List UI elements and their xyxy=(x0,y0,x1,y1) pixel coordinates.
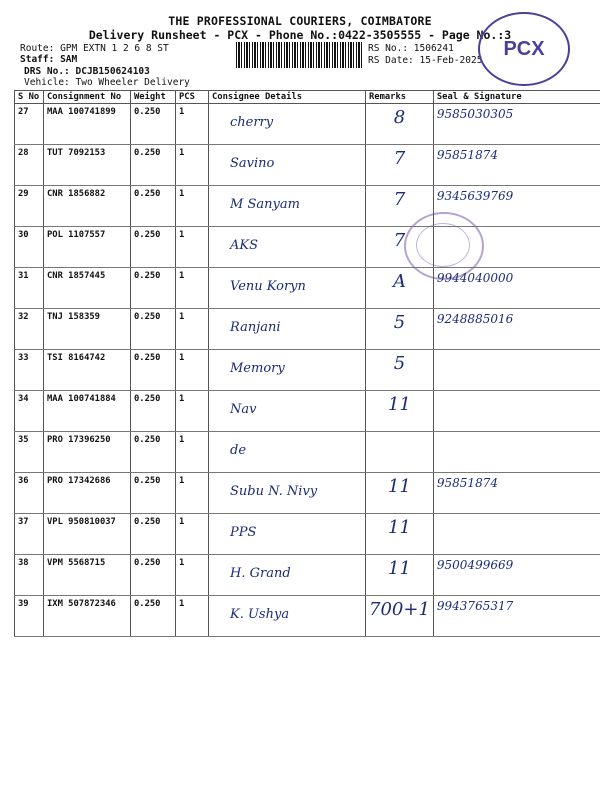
cell-consignee: cherry xyxy=(209,104,366,145)
cell-weight: 0.250 xyxy=(131,596,176,637)
pcx-stamp: PCX xyxy=(478,12,570,86)
cell-consignee: Subu N. Nivy xyxy=(209,473,366,514)
cell-consignment: CNR 1856882 xyxy=(44,186,131,227)
cell-remark: 5 xyxy=(366,309,434,350)
cell-weight: 0.250 xyxy=(131,473,176,514)
cell-remark: A xyxy=(366,268,434,309)
cell-sno: 36 xyxy=(15,473,44,514)
cell-sno: 29 xyxy=(15,186,44,227)
cell-signature: 9943765317 xyxy=(433,596,600,637)
cell-consignment: TSI 8164742 xyxy=(44,350,131,391)
col-signature: Seal & Signature xyxy=(433,91,600,104)
table-row xyxy=(15,309,600,350)
runsheet-table xyxy=(14,90,600,637)
cell-remark: 11 xyxy=(366,514,434,555)
cell-consignee: PPS xyxy=(209,514,366,555)
cell-consignment: TNJ 158359 xyxy=(44,309,131,350)
cell-remark: 8 xyxy=(366,104,434,145)
cell-sno: 39 xyxy=(15,596,44,637)
cell-weight: 0.250 xyxy=(131,227,176,268)
cell-signature xyxy=(433,350,600,391)
cell-consignment: MAA 100741884 xyxy=(44,391,131,432)
col-consignee: Consignee Details xyxy=(209,91,366,104)
barcode-image xyxy=(236,42,362,68)
cell-sno: 33 xyxy=(15,350,44,391)
drs-line: DRS No.: DCJB150624103 xyxy=(24,66,150,77)
col-sno: S No xyxy=(15,91,44,104)
table-row xyxy=(15,268,600,309)
cell-consignment: CNR 1857445 xyxy=(44,268,131,309)
cell-sno: 30 xyxy=(15,227,44,268)
runsheet-subtitle: Delivery Runsheet - PCX - Phone No.:0422-3505555 - Page No.:3 xyxy=(88,28,512,42)
cell-pcs: 1 xyxy=(176,268,209,309)
cell-consignee: Memory xyxy=(209,350,366,391)
cell-signature: 95851874 xyxy=(433,145,600,186)
cell-remark: 7 xyxy=(366,186,434,227)
cell-signature xyxy=(433,391,600,432)
table-row xyxy=(15,391,600,432)
table-row xyxy=(15,514,600,555)
cell-consignment: PRO 17396250 xyxy=(44,432,131,473)
cell-consignee: Savino xyxy=(209,145,366,186)
cell-signature: 9345639769 xyxy=(433,186,600,227)
cell-remark: 11 xyxy=(366,473,434,514)
cell-remark: 11 xyxy=(366,555,434,596)
cell-consignee: K. Ushya xyxy=(209,596,366,637)
cell-consignment: MAA 100741899 xyxy=(44,104,131,145)
cell-signature: 9248885016 xyxy=(433,309,600,350)
cell-weight: 0.250 xyxy=(131,104,176,145)
cell-pcs: 1 xyxy=(176,145,209,186)
cell-weight: 0.250 xyxy=(131,350,176,391)
cell-consignment: IXM 507872346 xyxy=(44,596,131,637)
cell-pcs: 1 xyxy=(176,555,209,596)
cell-pcs: 1 xyxy=(176,309,209,350)
cell-sno: 32 xyxy=(15,309,44,350)
cell-pcs: 1 xyxy=(176,227,209,268)
cell-signature xyxy=(433,227,600,268)
col-remarks: Remarks xyxy=(366,91,434,104)
cell-consignee: M Sanyam xyxy=(209,186,366,227)
cell-pcs: 1 xyxy=(176,596,209,637)
vehicle-line: Vehicle: Two Wheeler Delivery xyxy=(24,77,190,88)
cell-sno: 35 xyxy=(15,432,44,473)
cell-pcs: 1 xyxy=(176,514,209,555)
cell-remark: 700+1 xyxy=(366,596,434,637)
cell-pcs: 1 xyxy=(176,432,209,473)
rs-no-line: RS No.: 1506241 xyxy=(368,43,454,54)
cell-signature xyxy=(433,514,600,555)
cell-signature xyxy=(433,432,600,473)
cell-signature: 9585030305 xyxy=(433,104,600,145)
col-weight: Weight xyxy=(131,91,176,104)
cell-consignment: VPM 5568715 xyxy=(44,555,131,596)
table-row xyxy=(15,432,600,473)
cell-pcs: 1 xyxy=(176,391,209,432)
table-row xyxy=(15,104,600,145)
cell-remark: 11 xyxy=(366,391,434,432)
route-line: Route: GPM EXTN 1 2 6 8 ST xyxy=(20,43,169,54)
table-row xyxy=(15,186,600,227)
cell-signature: 9944040000 xyxy=(433,268,600,309)
cell-remark: 7 xyxy=(366,227,434,268)
table-row xyxy=(15,473,600,514)
table-row xyxy=(15,350,600,391)
cell-signature: 9500499669 xyxy=(433,555,600,596)
cell-sno: 27 xyxy=(15,104,44,145)
cell-sno: 38 xyxy=(15,555,44,596)
table-row xyxy=(15,227,600,268)
cell-weight: 0.250 xyxy=(131,555,176,596)
cell-sno: 31 xyxy=(15,268,44,309)
table-row xyxy=(15,596,600,637)
cell-consignee: Nav xyxy=(209,391,366,432)
col-pcs: PCS xyxy=(176,91,209,104)
cell-consignment: PRO 17342686 xyxy=(44,473,131,514)
cell-consignment: POL 1107557 xyxy=(44,227,131,268)
cell-pcs: 1 xyxy=(176,350,209,391)
cell-sno: 37 xyxy=(15,514,44,555)
cell-weight: 0.250 xyxy=(131,186,176,227)
cell-consignee: Ranjani xyxy=(209,309,366,350)
cell-signature: 95851874 xyxy=(433,473,600,514)
cell-remark xyxy=(366,432,434,473)
cell-pcs: 1 xyxy=(176,473,209,514)
cell-consignee: de xyxy=(209,432,366,473)
cell-remark: 7 xyxy=(366,145,434,186)
cell-remark: 5 xyxy=(366,350,434,391)
rs-date-line: RS Date: 15-Feb-2025 xyxy=(368,55,483,66)
cell-weight: 0.250 xyxy=(131,309,176,350)
col-consignment: Consignment No xyxy=(44,91,131,104)
table-row xyxy=(15,555,600,596)
cell-weight: 0.250 xyxy=(131,391,176,432)
cell-weight: 0.250 xyxy=(131,268,176,309)
staff-line: Staff: SAM xyxy=(20,54,78,65)
cell-pcs: 1 xyxy=(176,186,209,227)
cell-pcs: 1 xyxy=(176,104,209,145)
cell-weight: 0.250 xyxy=(131,514,176,555)
table-header-row xyxy=(15,91,600,104)
cell-weight: 0.250 xyxy=(131,432,176,473)
cell-consignment: VPL 950810037 xyxy=(44,514,131,555)
cell-weight: 0.250 xyxy=(131,145,176,186)
company-title: THE PROFESSIONAL COURIERS, COIMBATORE xyxy=(168,14,432,28)
cell-consignment: TUT 7092153 xyxy=(44,145,131,186)
cell-consignee: AKS xyxy=(209,227,366,268)
cell-consignee: H. Grand xyxy=(209,555,366,596)
table-row xyxy=(15,145,600,186)
cell-consignee: Venu Koryn xyxy=(209,268,366,309)
cell-sno: 34 xyxy=(15,391,44,432)
cell-sno: 28 xyxy=(15,145,44,186)
